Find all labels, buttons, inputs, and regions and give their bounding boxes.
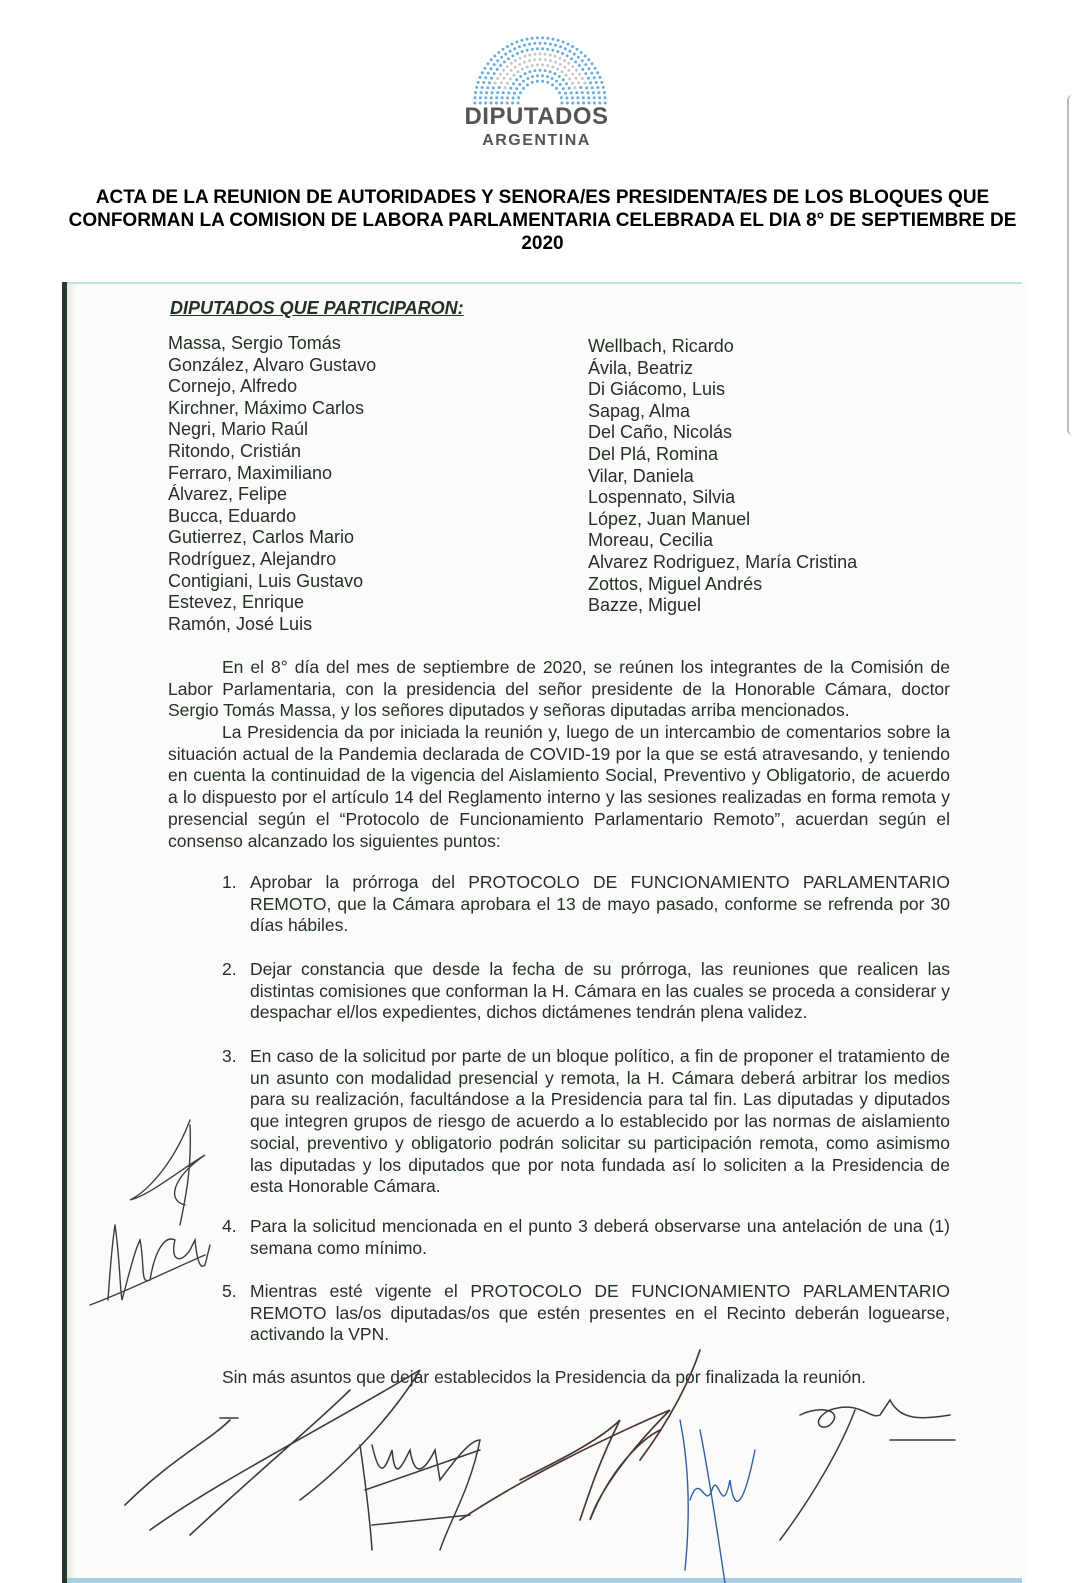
seat-dot xyxy=(479,76,482,79)
seat-dot xyxy=(546,81,549,84)
seat-dot xyxy=(521,50,524,53)
seat-dot xyxy=(513,47,516,50)
participant-name: Lospennato, Silvia xyxy=(588,487,736,508)
seat-dot xyxy=(531,48,534,51)
paragraph-agreement: La Presidencia da por iniciada la reunión y, luego de un intercambio de comentarios sobre la situación actual de la Pandemia declarada de COVID-19 por la que se está atravesando, y teniendo en cuenta la continuidad de la vigencia del Aislamiento Social, Preventivo y Obligatorio, de acuerdo a lo dispuesto por el artículo 14 del Reglamento interno y las sesiones realizadas en forma remota y presencial según el “Protocolo de Funcionamiento Parlamentario Remoto”, acuerdan según el consenso alcanzado los siguientes puntos: xyxy=(168,722,950,851)
agreement-item xyxy=(222,872,950,937)
seat-dot xyxy=(487,72,490,75)
seat-dot xyxy=(568,77,571,80)
item-number: 1. xyxy=(222,872,237,892)
seat-dot xyxy=(491,91,494,94)
participant-name: Contigiani, Luis Gustavo xyxy=(168,570,364,591)
seat-dot xyxy=(536,74,539,77)
seat-dot xyxy=(575,69,578,72)
seat-dot xyxy=(549,54,552,57)
seat-dot xyxy=(556,68,559,71)
seat-dot xyxy=(539,69,542,72)
seat-dot xyxy=(514,59,517,62)
seat-dot xyxy=(519,91,522,94)
seat-dot xyxy=(528,43,531,46)
seat-dot xyxy=(599,76,602,79)
seat-dot xyxy=(570,57,573,60)
seat-dot xyxy=(511,54,514,57)
scrollbar[interactable] xyxy=(1067,95,1072,435)
seat-dot xyxy=(481,71,484,74)
seat-dot xyxy=(523,61,526,64)
seat-dot xyxy=(575,91,578,94)
seat-dot xyxy=(475,86,478,89)
item-text: Para la solicitud mencionada en el punto 3 deberá observarse una antelación de una (1) semana como mínimo. xyxy=(250,1216,950,1258)
seat-dot xyxy=(528,59,531,62)
seat-dot xyxy=(526,38,529,41)
seat-dot xyxy=(515,41,518,44)
seat-dot xyxy=(523,55,526,58)
seat-dot xyxy=(526,77,529,80)
seat-dot xyxy=(504,53,507,56)
seat-dot xyxy=(533,58,536,61)
seat-dot xyxy=(479,96,482,99)
seat-dot xyxy=(533,69,536,72)
seat-dot xyxy=(581,77,584,80)
seat-dot xyxy=(578,73,581,76)
seat-dot xyxy=(562,87,565,90)
seat-dot xyxy=(571,96,574,99)
seat-dot xyxy=(509,77,512,80)
seat-dot xyxy=(544,53,547,56)
seat-dot xyxy=(539,42,542,45)
seat-dot xyxy=(503,77,506,80)
seat-dot xyxy=(490,96,493,99)
seat-dot xyxy=(551,83,554,86)
seat-dot xyxy=(533,42,536,45)
document-title: ACTA DE LA REUNION DE AUTORIDADES Y SENORA/ES PRESIDENTA/ES DE LOS BLOQUES QUE CONFORMAN LA COMISION DE LABORA PARLAMENTARIA CELEBRADA EL DIA 8° DE SEPTIEMBRE DE 2020 xyxy=(68,187,1017,254)
item-number: 2. xyxy=(222,959,237,979)
seat-dot xyxy=(514,66,517,69)
seat-dot xyxy=(506,45,509,48)
seat-dot xyxy=(498,86,501,89)
seat-dot xyxy=(600,81,603,84)
seat-dot xyxy=(531,81,534,84)
seat-dot xyxy=(536,63,539,66)
seat-dot xyxy=(553,72,556,75)
seat-dot xyxy=(502,91,505,94)
seat-dot xyxy=(512,82,515,85)
seat-dot xyxy=(561,70,564,73)
seat-dot xyxy=(526,49,529,52)
seat-dot xyxy=(602,86,605,89)
seat-dot xyxy=(551,66,554,69)
seat-dot xyxy=(528,70,531,73)
item-number: 3. xyxy=(222,1046,237,1066)
seat-dot xyxy=(507,57,510,60)
participant-name: Gutierrez, Carlos Mario xyxy=(168,527,355,548)
seat-dot xyxy=(558,91,561,94)
seat-dot xyxy=(578,64,581,67)
seat-dot xyxy=(546,64,549,67)
agreement-item xyxy=(222,1216,950,1259)
closing-statement: Sin más asuntos que dejar establecidos la Presidencia da por finalizada la reunión. xyxy=(222,1367,867,1387)
seat-dot xyxy=(571,82,574,85)
participant-name: Wellbach, Ricardo xyxy=(588,336,734,356)
participant-name: Massa, Sergio Tomás xyxy=(168,333,341,353)
seat-dot xyxy=(490,67,493,70)
seat-dot xyxy=(483,67,486,70)
seat-dot xyxy=(499,73,502,76)
seat-dot xyxy=(564,47,567,50)
seat-dot xyxy=(481,86,484,89)
seat-dot xyxy=(539,58,542,61)
seat-dot xyxy=(500,56,503,59)
seat-dot xyxy=(587,58,590,61)
seat-dot xyxy=(528,54,531,57)
seat-dot xyxy=(536,47,539,50)
seat-dot xyxy=(496,59,499,62)
seat-dot xyxy=(506,65,509,68)
seat-dot xyxy=(554,61,557,64)
seat-dot xyxy=(503,60,506,63)
seat-dot xyxy=(583,82,586,85)
seat-dot xyxy=(559,45,562,48)
seat-dot xyxy=(482,81,485,84)
seat-dot xyxy=(536,80,539,83)
seat-dot xyxy=(591,86,594,89)
seat-dot xyxy=(563,59,566,62)
seat-dot xyxy=(490,77,493,80)
seat-dot xyxy=(587,77,590,80)
seat-dot xyxy=(513,92,516,95)
seat-dot xyxy=(477,81,480,84)
seat-dot xyxy=(551,77,554,80)
seat-dot xyxy=(502,48,505,51)
seat-dot xyxy=(589,81,592,84)
seat-dot xyxy=(596,71,599,74)
seat-dot xyxy=(531,37,534,40)
seat-dot xyxy=(519,75,522,78)
seat-dot xyxy=(557,39,560,42)
seat-dot xyxy=(576,48,579,51)
seat-dot xyxy=(526,66,529,69)
seat-dot xyxy=(549,70,552,73)
seat-dot xyxy=(552,38,555,41)
logo-title: DIPUTADOS xyxy=(464,103,609,130)
seat-dot xyxy=(584,72,587,75)
seat-dot xyxy=(531,64,534,67)
agreement-item xyxy=(222,1281,950,1346)
seat-dot xyxy=(577,81,580,84)
seat-dot xyxy=(565,82,568,85)
participant-name: Bucca, Eduardo xyxy=(168,505,297,526)
seat-dot xyxy=(516,52,519,55)
seat-dot xyxy=(501,96,504,99)
seat-dot xyxy=(502,69,505,72)
seat-dot xyxy=(562,41,565,44)
participant-name: González, Alvaro Gustavo xyxy=(168,354,377,375)
seat-dot xyxy=(541,74,544,77)
seat-dot xyxy=(486,86,489,89)
seat-dot xyxy=(561,52,564,55)
item-text: En caso de la solicitud por parte de un bloque político, a fin de proponer el tratamiento de un asunto con modalidad presencial y remota, la H. Cámara deberá arbitrar los medios para su realización, facultándose a la Presidencia para tal fin. Las diputadas y diputados que integren grupos de riesgo de acuerdo a lo establecido por las normas de aislamiento social, preventivo y obligatorio podrán solicitar su participación remota, como asimismo las diputadas y los diputados que por nota fundada así lo soliciten a la Presidencia de esta Honorable Cámara. xyxy=(250,1046,950,1197)
seat-dot xyxy=(596,86,599,89)
seat-dot xyxy=(546,48,549,51)
logo-subtitle: ARGENTINA xyxy=(482,132,591,149)
seat-dot xyxy=(474,91,477,94)
seat-dot xyxy=(480,91,483,94)
seat-dot xyxy=(493,63,496,66)
seat-dot xyxy=(495,96,498,99)
participants-heading: DIPUTADOS QUE PARTICIPARON: xyxy=(170,298,464,318)
seat-dot xyxy=(541,63,544,66)
seat-dot xyxy=(515,87,518,90)
seat-dot xyxy=(579,86,582,89)
seat-dot xyxy=(517,96,520,99)
seat-dot xyxy=(565,74,568,77)
seat-dot xyxy=(488,81,491,84)
seat-dot xyxy=(588,67,591,70)
seat-dot xyxy=(597,91,600,94)
seat-dot xyxy=(506,96,509,99)
seat-dot xyxy=(519,57,522,60)
seat-dot xyxy=(485,91,488,94)
seat-dot xyxy=(554,44,557,47)
seat-dot xyxy=(544,69,547,72)
participant-name: Ferraro, Maximiliano xyxy=(168,462,333,483)
participant-name: Estevez, Enrique xyxy=(168,592,305,613)
seat-dot xyxy=(531,75,534,78)
seat-dot xyxy=(549,59,552,62)
seat-dot xyxy=(518,63,521,66)
seat-dot xyxy=(582,96,585,99)
seat-dot xyxy=(546,37,549,40)
participant-name: Ritondo, Cristián xyxy=(168,440,302,461)
seat-dot xyxy=(573,53,576,56)
seat-dot xyxy=(571,45,574,48)
seat-dot xyxy=(574,77,577,80)
participants-right-column xyxy=(588,336,857,617)
participant-name: Rodríguez, Alejandro xyxy=(168,548,337,569)
seat-dot xyxy=(536,36,539,39)
seat-dot xyxy=(544,58,547,61)
seat-dot xyxy=(559,83,562,86)
seat-dot xyxy=(496,77,499,80)
seat-dot xyxy=(541,47,544,50)
seat-dot xyxy=(492,86,495,89)
participant-name: Negri, Mario Raúl xyxy=(168,419,309,440)
seat-dot xyxy=(581,68,584,71)
seat-dot xyxy=(577,56,580,59)
seat-dot xyxy=(518,45,521,48)
seat-dot xyxy=(560,96,563,99)
chamber-logo-icon xyxy=(470,35,610,105)
participant-name: Sapag, Alma xyxy=(588,400,691,421)
participant-name: Del Caño, Nicolás xyxy=(588,422,733,443)
seat-dot xyxy=(474,96,477,99)
item-number: 5. xyxy=(222,1281,237,1301)
seat-dot xyxy=(509,87,512,90)
seat-dot xyxy=(500,81,503,84)
participant-name: Bazze, Miguel xyxy=(588,595,702,616)
seat-dot xyxy=(494,82,497,85)
seat-dot xyxy=(567,43,570,46)
seat-dot xyxy=(555,80,558,83)
seat-dot xyxy=(563,66,566,69)
seat-dot xyxy=(574,86,577,89)
seat-dot xyxy=(567,69,570,72)
seat-dot xyxy=(566,54,569,57)
seat-dot xyxy=(510,69,513,72)
item-text: Aprobar la prórroga del PROTOCOLO DE FUNCIONAMIENTO PARLAMENTARIO REMOTO, que la Cámara aprobara el 13 de mayo pasado, conforme se refrenda por 30 días hábiles. xyxy=(250,872,950,936)
seat-dot xyxy=(580,51,583,54)
item-text: Mientras esté vigente el PROTOCOLO DE FUNCIONAMIENTO PARLAMENTARIO REMOTO las/os diputadas/os que estén presentes en el Recinto deberán loguearse, activando la VPN. xyxy=(250,1281,950,1345)
seat-dot xyxy=(515,78,518,81)
seat-dot xyxy=(507,91,510,94)
seat-dot xyxy=(520,39,523,42)
paragraph-opening: En el 8° día del mes de septiembre de 2020, se reúnen los integrantes de la Comisión de Labor Parlamentaria, con la presidencia del señor presidente de la Honorable Cámara, doctor Sergio Tomás Massa, y los señores diputados y señoras diputadas arriba mencionados. xyxy=(168,657,950,721)
seat-dot xyxy=(584,55,587,58)
seat-dot xyxy=(586,91,589,94)
seat-dot xyxy=(517,70,520,73)
seat-dot xyxy=(541,36,544,39)
seat-dot xyxy=(490,58,493,61)
seat-dot xyxy=(571,65,574,68)
seat-dot xyxy=(584,63,587,66)
participant-name: Cornejo, Alfredo xyxy=(168,376,298,397)
seat-dot xyxy=(506,73,509,76)
seat-dot xyxy=(522,87,525,90)
seat-dot xyxy=(603,91,606,94)
seat-dot xyxy=(522,80,525,83)
scan-bottom-edge xyxy=(67,1578,1022,1583)
scan-top-edge xyxy=(67,282,1022,284)
seat-dot xyxy=(574,60,577,63)
seat-dot xyxy=(497,51,500,54)
seat-dot xyxy=(549,43,552,46)
participant-name: Di Giácomo, Luis xyxy=(588,379,726,400)
participant-name: Vilar, Daniela xyxy=(588,465,694,486)
seat-dot xyxy=(484,96,487,99)
seat-dot xyxy=(598,96,601,99)
seat-dot xyxy=(504,86,507,89)
seat-dot xyxy=(581,91,584,94)
seat-dot xyxy=(591,62,594,65)
seat-dot xyxy=(570,91,573,94)
seat-dot xyxy=(523,44,526,47)
participant-name: Ramón, José Luis xyxy=(168,613,313,634)
seat-dot xyxy=(541,80,544,83)
participant-name: Del Plá, Romina xyxy=(588,443,719,464)
seat-dot xyxy=(555,87,558,90)
seat-dot xyxy=(533,53,536,56)
seat-dot xyxy=(551,49,554,52)
seat-dot xyxy=(585,86,588,89)
seat-dot xyxy=(571,73,574,76)
seat-dot xyxy=(493,72,496,75)
seat-dot xyxy=(539,53,542,56)
seat-dot xyxy=(568,87,571,90)
seat-dot xyxy=(558,57,561,60)
agreement-item xyxy=(222,959,950,1024)
seat-dot xyxy=(524,72,527,75)
seat-dot xyxy=(486,62,489,65)
seat-dot xyxy=(554,55,557,58)
seat-dot xyxy=(484,76,487,79)
seat-dot xyxy=(576,96,579,99)
seat-dot xyxy=(594,67,597,70)
seat-dot xyxy=(546,75,549,78)
seat-dot xyxy=(493,55,496,58)
agreement-item xyxy=(222,1046,950,1198)
seat-dot xyxy=(581,59,584,62)
seat-dot xyxy=(593,96,596,99)
seat-dot xyxy=(568,50,571,53)
seat-dot xyxy=(562,78,565,81)
seat-dot xyxy=(512,74,515,77)
item-number: 4. xyxy=(222,1216,237,1236)
seat-dot xyxy=(595,81,598,84)
seat-dot xyxy=(521,68,524,71)
seat-dot xyxy=(556,50,559,53)
participant-name: Ávila, Beatriz xyxy=(588,357,694,378)
seat-dot xyxy=(510,62,513,65)
seat-dot xyxy=(509,50,512,53)
seat-dot xyxy=(506,82,509,85)
participant-name: Alvarez Rodriguez, María Cristina xyxy=(588,551,858,572)
participant-name: Álvarez, Felipe xyxy=(168,484,288,505)
seat-dot xyxy=(559,63,562,66)
seat-dot xyxy=(496,91,499,94)
item-text: Dejar constancia que desde la fecha de su prórroga, las reuniones que realicen las distintas comisiones que conforman la H. Cámara en las cuales se proceda a considerar y despachar el/los expedientes, dichos dictámenes tendrán plena validez. xyxy=(250,959,950,1023)
participant-name: Moreau, Cecilia xyxy=(588,530,714,551)
seat-dot xyxy=(499,64,502,67)
seat-dot xyxy=(587,96,590,99)
seat-dot xyxy=(567,62,570,65)
seat-dot xyxy=(511,43,514,46)
seat-dot xyxy=(526,83,529,86)
participant-name: Zottos, Miguel Andrés xyxy=(588,573,763,594)
participants-left-column xyxy=(168,333,376,635)
participant-name: Kirchner, Máximo Carlos xyxy=(168,397,365,418)
document-header xyxy=(0,0,1073,280)
seat-dot xyxy=(564,92,567,95)
seat-dot xyxy=(558,75,561,78)
seat-dot xyxy=(496,68,499,71)
participant-name: López, Juan Manuel xyxy=(588,508,751,529)
seat-dot xyxy=(592,91,595,94)
seat-dot xyxy=(544,42,547,45)
seat-dot xyxy=(518,83,521,86)
seat-dot xyxy=(590,72,593,75)
seat-dot xyxy=(565,97,568,100)
seat-dot xyxy=(512,97,515,100)
seat-dot xyxy=(604,96,607,99)
seat-dot xyxy=(593,76,596,79)
